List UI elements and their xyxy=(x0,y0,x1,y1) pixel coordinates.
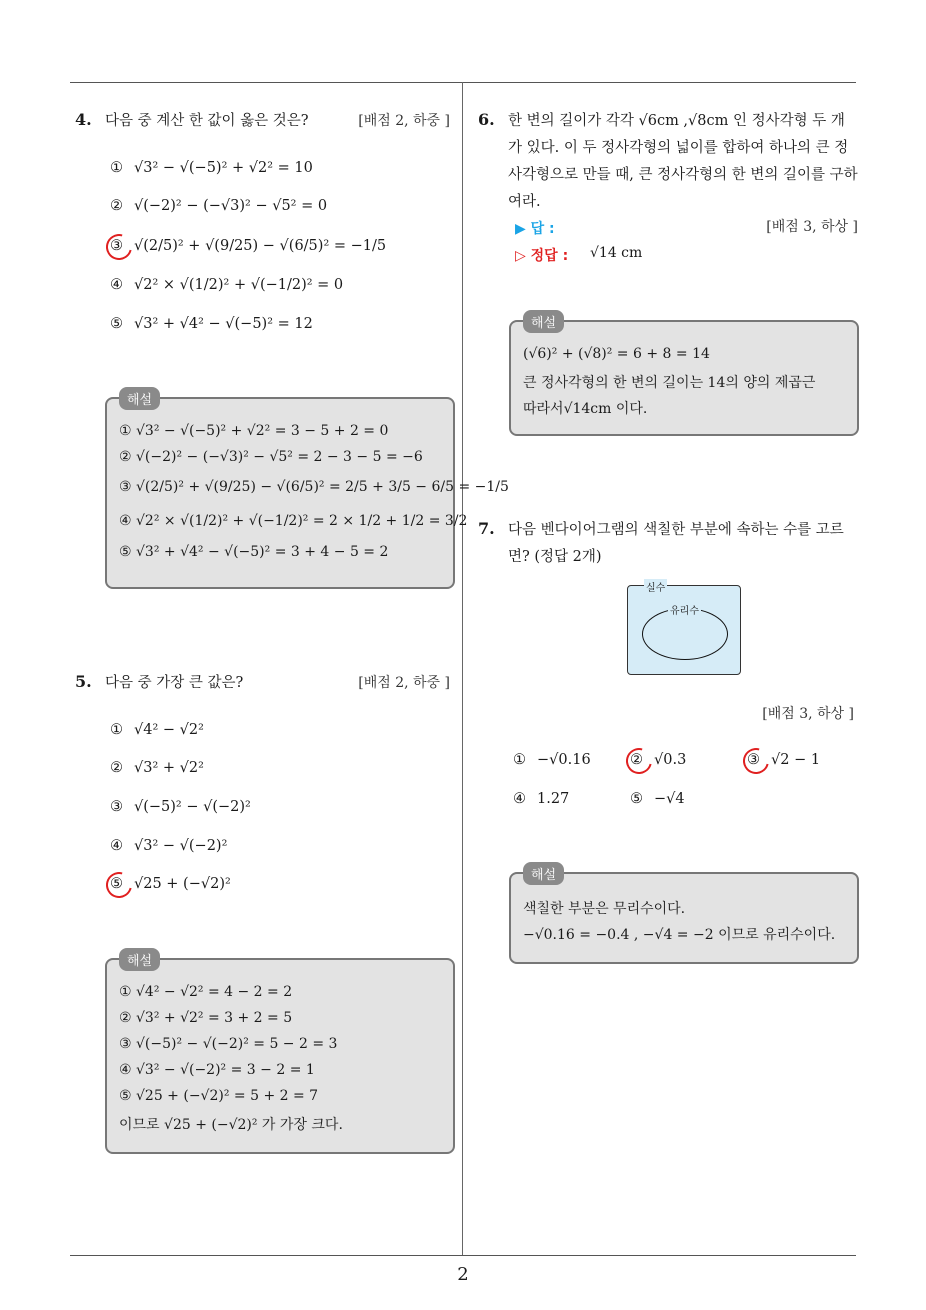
venn-diagram xyxy=(627,585,741,675)
score-label: [배점 3, 하상 ] xyxy=(766,219,858,235)
choice-5[interactable]: ⑤ √25 + (−√2)² xyxy=(110,876,231,892)
explanation-line: ④ √2² × √(1/2)² + √(−1/2)² = 2 × 1/2 + 1/2 = 3/2 xyxy=(119,513,468,529)
correct-answer-label: ▷ 정답 : xyxy=(515,248,569,264)
choice-3[interactable]: ③ √2 − 1 xyxy=(747,752,821,768)
explanation-line: −√0.16 = −0.4 , −√4 = −2 이므로 유리수이다. xyxy=(523,927,836,943)
question-text: 다음 중 가장 큰 값은? xyxy=(105,675,244,691)
explanation-box-q4 xyxy=(105,393,509,589)
question-text: 한 변의 길이가 각각 √6cm ,√8cm 인 정사각형 두 개가 있다. 이 두 정사각형의 넓이를 합하여 하나의 큰 정사각형으로 만들 때, 큰 정사각형의 한 변의 길이를 구하여라. xyxy=(508,113,858,210)
question-number: 7. xyxy=(478,519,495,538)
choice-1[interactable]: ① √3² − √(−5)² + √2² = 10 xyxy=(110,160,313,176)
choice-5[interactable]: ⑤ √3² + √4² − √(−5)² = 12 xyxy=(110,316,313,332)
choice-2[interactable]: ② √3² + √2² xyxy=(110,760,204,776)
venn-outer-label: 실수 xyxy=(644,579,667,594)
explanation-line: (√6)² + (√8)² = 6 + 8 = 14 xyxy=(523,346,710,362)
explanation-tag: 해설 xyxy=(523,310,564,333)
explanation-tag: 해설 xyxy=(119,387,160,410)
explanation-line: ③ √(2/5)² + √(9/25) − √(6/5)² = 2/5 + 3/5 − 6/5 = −1/5 xyxy=(119,479,509,495)
question-text: 다음 중 계산 한 값이 옳은 것은? xyxy=(105,113,309,129)
explanation-box-q5 xyxy=(105,954,455,1154)
explanation-line: 색칠한 부분은 무리수이다. xyxy=(523,901,686,917)
question-number: 4. xyxy=(75,110,92,129)
explanation-line: 큰 정사각형의 한 변의 길이는 14의 양의 제곱근 xyxy=(523,375,816,391)
correct-mark-circle xyxy=(621,743,657,779)
page-number: 2 xyxy=(457,1264,469,1285)
explanation-line: ⑤ √25 + (−√2)² = 5 + 2 = 7 xyxy=(119,1088,319,1104)
column-divider xyxy=(462,82,463,1256)
question-6 xyxy=(478,108,858,236)
score-label: [배점 2, 하중 ] xyxy=(358,675,450,691)
score-label: [배점 2, 하중 ] xyxy=(358,113,450,129)
question-7 xyxy=(478,517,858,571)
choice-4[interactable]: ④ √2² × √(1/2)² + √(−1/2)² = 0 xyxy=(110,277,344,293)
choice-1[interactable]: ① −√0.16 xyxy=(513,752,591,768)
explanation-line: ② √(−2)² − (−√3)² − √5² = 2 − 3 − 5 = −6 xyxy=(119,449,423,465)
explanation-box-q6 xyxy=(509,316,859,436)
explanation-line: ⑤ √3² + √4² − √(−5)² = 3 + 4 − 5 = 2 xyxy=(119,544,389,560)
correct-mark-circle xyxy=(101,229,137,265)
explanation-line: ① √3² − √(−5)² + √2² = 3 − 5 + 2 = 0 xyxy=(119,423,389,439)
choice-4[interactable]: ④ √3² − √(−2)² xyxy=(110,838,228,854)
explanation-tag: 해설 xyxy=(119,948,160,971)
correct-mark-circle xyxy=(101,867,137,903)
score-label: [배점 3, 하상 ] xyxy=(762,706,854,722)
choice-4[interactable]: ④ 1.27 xyxy=(513,791,570,807)
correct-answer-value: √14 cm xyxy=(590,245,643,261)
correct-mark-circle xyxy=(738,743,774,779)
answer-label: ▶ 답 : xyxy=(515,221,555,237)
explanation-line: ④ √3² − √(−2)² = 3 − 2 = 1 xyxy=(119,1062,315,1078)
choice-5[interactable]: ⑤ −√4 xyxy=(630,791,685,807)
explanation-box-q7 xyxy=(509,868,859,964)
question-4 xyxy=(75,108,450,135)
explanation-line: 따라서√14cm 이다. xyxy=(523,401,648,417)
choice-2[interactable]: ② √(−2)² − (−√3)² − √5² = 0 xyxy=(110,198,328,214)
choice-1[interactable]: ① √4² − √2² xyxy=(110,722,204,738)
choice-3[interactable]: ③ √(−5)² − √(−2)² xyxy=(110,799,251,815)
question-5 xyxy=(75,670,450,697)
explanation-line: ② √3² + √2² = 3 + 2 = 5 xyxy=(119,1010,293,1026)
venn-inner-label: 유리수 xyxy=(668,602,701,617)
explanation-tag: 해설 xyxy=(523,862,564,885)
question-text: 다음 벤다이어그램의 색칠한 부분에 속하는 수를 고르면? (정답 2개) xyxy=(508,522,844,565)
explanation-line: ① √4² − √2² = 4 − 2 = 2 xyxy=(119,984,293,1000)
choice-2[interactable]: ② √0.3 xyxy=(630,752,687,768)
explanation-line: 이므로 √25 + (−√2)² 가 가장 크다. xyxy=(119,1117,343,1133)
choice-3[interactable]: ③ √(2/5)² + √(9/25) − √(6/5)² = −1/5 xyxy=(110,238,387,254)
bottom-rule xyxy=(70,1255,856,1256)
question-number: 5. xyxy=(75,672,92,691)
top-rule xyxy=(70,82,856,83)
question-number: 6. xyxy=(478,110,495,129)
explanation-line: ③ √(−5)² − √(−2)² = 5 − 2 = 3 xyxy=(119,1036,338,1052)
